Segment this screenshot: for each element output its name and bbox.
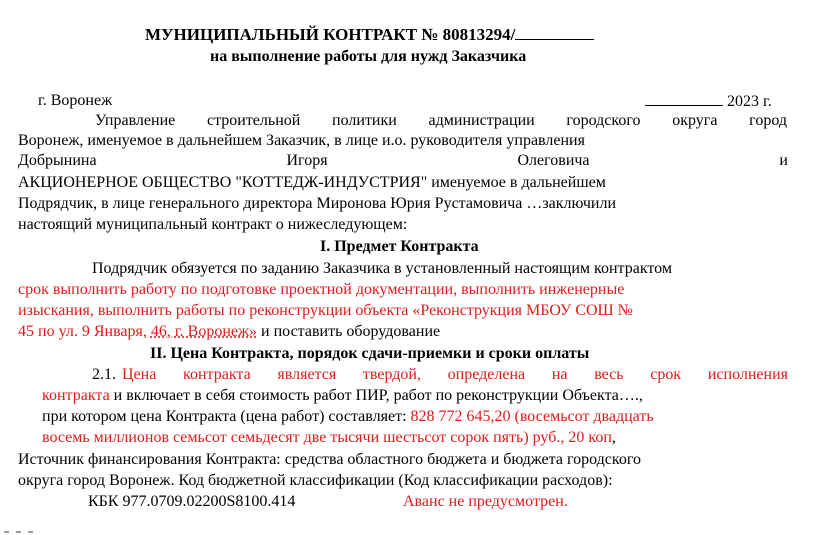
contract-word: контракта xyxy=(42,387,110,404)
clause-number: 2.1. xyxy=(92,366,116,383)
object-address-a: 45 по ул. 9 Января, xyxy=(18,323,151,340)
intro-line-6: настоящий муниципальный контракт о нижеследующем: xyxy=(18,216,408,233)
section-2-line-3 xyxy=(42,407,654,427)
section-2-heading: II. Цена Контракта, порядок сдачи-приемки и сроки оплаты xyxy=(150,345,590,362)
intro-line-3 xyxy=(18,151,788,171)
price-value: 828 772 645,20 (восемьсот двадцать xyxy=(410,408,654,425)
contract-city: г. Воронеж xyxy=(38,92,113,109)
intro-word-4: и xyxy=(779,152,788,169)
price-fixed-text: Цена контракта является твердой, определена на весь срок исполнения xyxy=(122,366,788,383)
contract-title-text: МУНИЦИПАЛЬНЫЙ КОНТРАКТ № 80813294/ xyxy=(145,25,516,44)
contract-subtitle: на выполнение работы для нужд Заказчика xyxy=(210,48,527,65)
section-2-line-2 xyxy=(42,386,643,406)
page-edge-mark xyxy=(4,531,9,533)
advance-note: Аванс не предусмотрен. xyxy=(403,493,568,510)
intro-line-4: АКЦИОНЕРНОЕ ОБЩЕСТВО "КОТТЕДЖ-ИНДУСТРИЯ" именуемое в дальнейшем xyxy=(18,174,606,191)
date-blank xyxy=(645,91,723,106)
equipment-text: и поставить оборудование xyxy=(257,323,441,340)
section-2-line-6: округа город Воронеж. Код бюджетной классификации (Код классификации расходов): xyxy=(18,472,613,489)
contract-year: 2023 г. xyxy=(727,93,772,110)
section-2-line-5: Источник финансирования Контракта: средства областного бюджета и бюджета городского xyxy=(18,451,642,468)
kbk-code: КБК 977.0709.02200S8100.414 xyxy=(88,493,296,510)
intro-line-5: Подрядчик, в лице генерального директора Миронова Юрия Рустамовича …заключили xyxy=(18,195,617,212)
contract-number-blank xyxy=(515,25,594,40)
section-1-line-1: Подрядчик обязуется по заданию Заказчика в установленный настоящим контрактом xyxy=(92,260,672,277)
page-edge-mark xyxy=(28,531,33,533)
page-edge-mark xyxy=(16,531,21,533)
price-label: при котором цена Контракта (цена работ) составляет: xyxy=(42,408,411,425)
section-1-line-4 xyxy=(18,322,440,342)
includes-text: и включает в себя стоимость работ ПИР, работ по реконструкции Объекта…., xyxy=(109,387,643,404)
contract-title xyxy=(145,25,594,45)
section-2-line-1 xyxy=(92,365,788,385)
contract-date xyxy=(645,91,772,112)
intro-line-1: Управление строительной политики администрации городского округа город xyxy=(95,112,787,129)
price-in-words: восемь миллионов семьсот семьдесят две тысячи шестьсот сорок пять) руб., 20 коп xyxy=(42,429,612,446)
intro-word-1: Добрынина xyxy=(18,152,97,169)
section-1-heading: I. Предмет Контракта xyxy=(320,238,479,255)
object-address-b: 46, г. Воронеж» xyxy=(150,323,258,340)
section-2-line-4 xyxy=(42,428,616,448)
section-1-line-3: изыскания, выполнить работы по реконструкции объекта «Реконструкция МБОУ СОШ № xyxy=(18,302,633,319)
intro-word-2: Игоря xyxy=(286,152,328,169)
price-comma: , xyxy=(611,429,616,446)
intro-word-3: Олеговича xyxy=(517,152,590,169)
intro-line-2: Воронеж, именуемое в дальнейшем Заказчик, в лице и.о. руководителя управления xyxy=(18,132,585,149)
section-1-line-2: срок выполнить работу по подготовке проектной документации, выполнить инженерные xyxy=(18,281,625,298)
